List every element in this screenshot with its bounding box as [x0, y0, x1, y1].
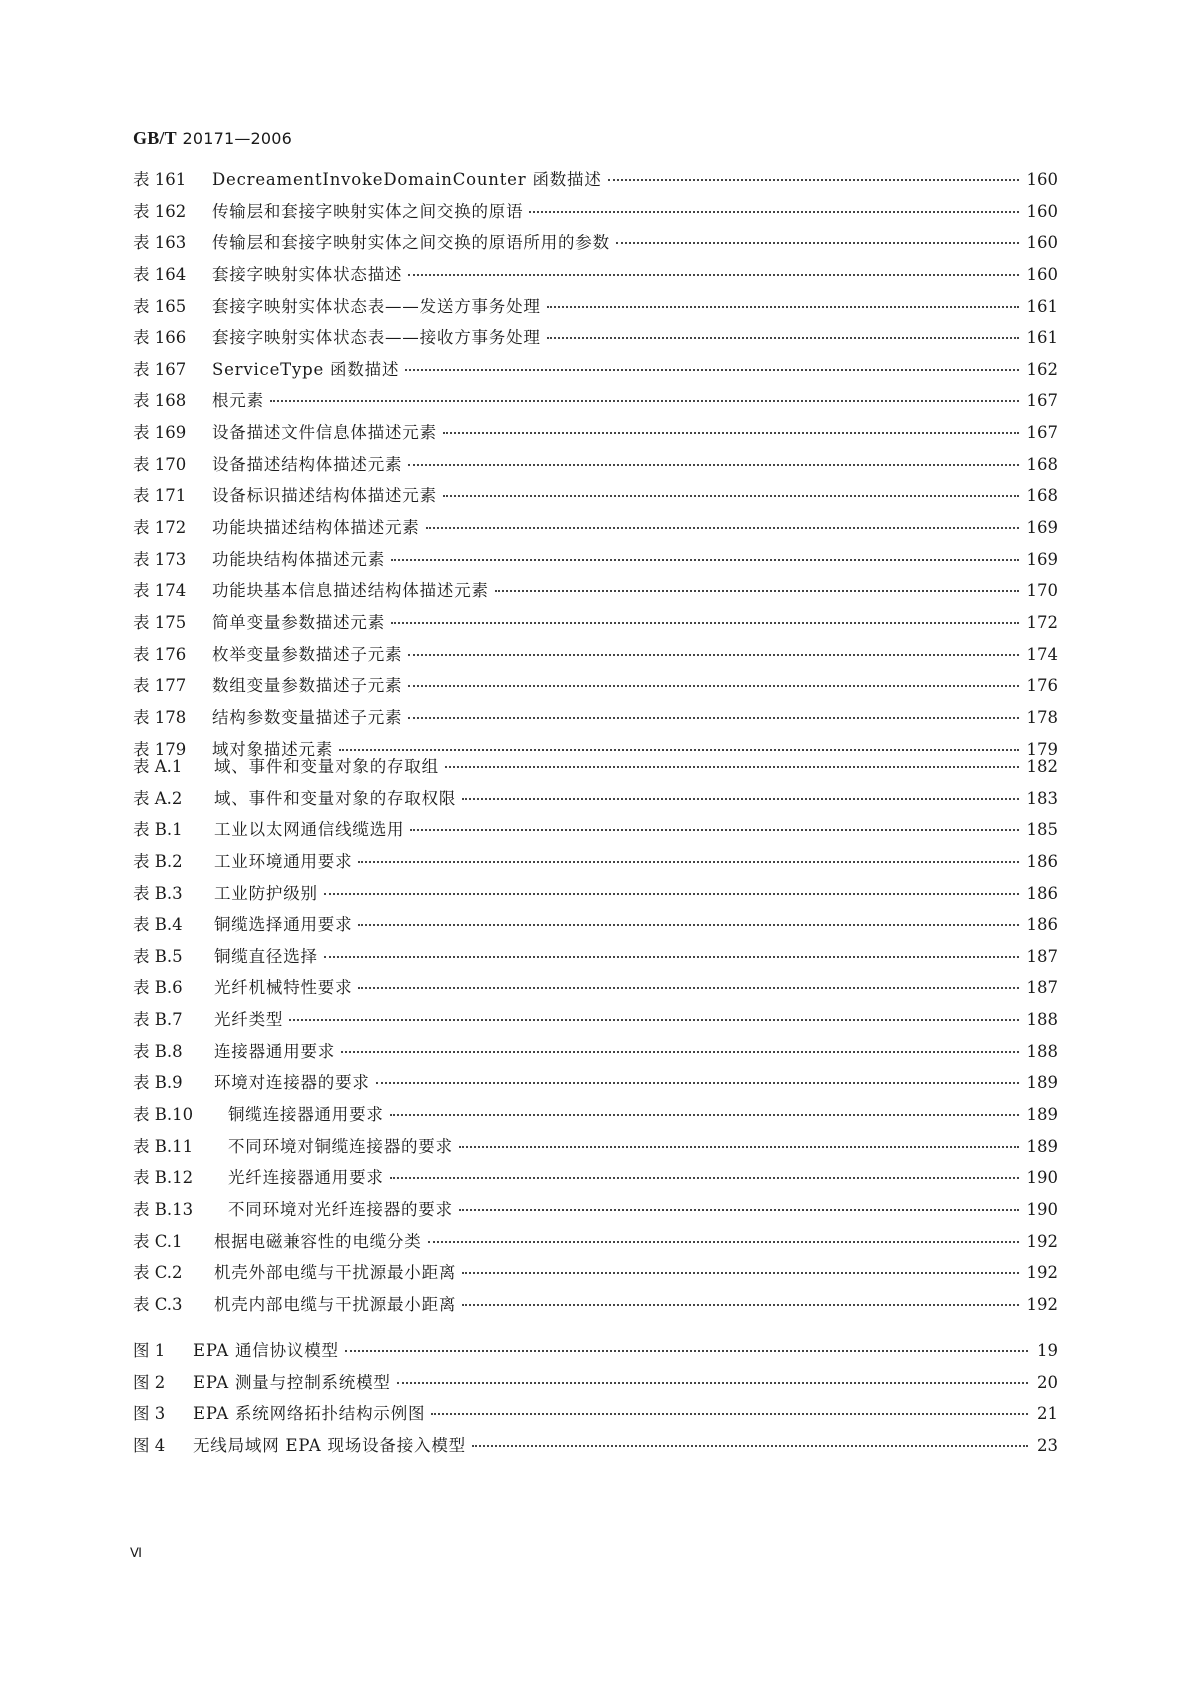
toc-entry-title: 工业以太网通信线缆选用 — [214, 820, 405, 840]
toc-entry[interactable] — [133, 1038, 1058, 1070]
toc-entry-title: 光纤类型 — [214, 1010, 284, 1030]
dot-leader — [390, 1177, 1019, 1179]
toc-entry-title: 域、事件和变量对象的存取组 — [214, 757, 439, 776]
toc-entry-label: 表 171 — [133, 486, 187, 506]
toc-entry[interactable] — [133, 166, 1058, 198]
toc-entry-title: 枚举变量参数描述子元素 — [212, 644, 403, 664]
toc-entry-title: 传输层和套接字映射实体之间交换的原语所用的参数 — [212, 233, 610, 253]
toc-tables-list — [133, 166, 1058, 767]
toc-entry[interactable] — [133, 943, 1058, 975]
toc-entry-label: 表 B.3 — [133, 883, 183, 903]
toc-entry[interactable] — [133, 1006, 1058, 1038]
toc-entry[interactable] — [133, 1196, 1058, 1228]
dot-leader — [391, 622, 1019, 624]
toc-entry[interactable] — [133, 451, 1058, 483]
toc-entry-label: 表 A.1 — [133, 757, 183, 776]
toc-entry-title: 光纤机械特性要求 — [214, 978, 353, 998]
toc-entry[interactable] — [133, 1228, 1058, 1260]
toc-entry[interactable] — [133, 482, 1058, 514]
toc-entry-page: 169 — [1026, 549, 1058, 569]
toc-entry-label: 表 174 — [133, 581, 187, 601]
toc-entry-title: EPA 通信协议模型 — [193, 1341, 339, 1360]
toc-entry-title: EPA 测量与控制系统模型 — [193, 1372, 391, 1392]
toc-entry-page: 168 — [1026, 486, 1058, 506]
toc-entry-title: 铜缆连接器通用要求 — [228, 1105, 384, 1125]
toc-entry[interactable] — [133, 974, 1058, 1006]
dot-leader — [616, 242, 1019, 244]
toc-entry[interactable] — [133, 293, 1058, 325]
toc-entry-title: 功能块描述结构体描述元素 — [212, 518, 420, 538]
dot-leader — [408, 717, 1018, 719]
toc-entry-page: 190 — [1026, 1199, 1058, 1219]
toc-appendix-tables-list — [133, 753, 1058, 1323]
toc-entry-page: 167 — [1026, 391, 1058, 411]
toc-entry[interactable] — [133, 419, 1058, 451]
toc-entry[interactable] — [133, 1069, 1058, 1101]
dot-leader — [462, 1272, 1018, 1274]
toc-entry-title: 不同环境对铜缆连接器的要求 — [228, 1136, 453, 1156]
toc-entry-label: 表 177 — [133, 676, 187, 696]
toc-entry-page: 188 — [1026, 1041, 1058, 1061]
dot-leader — [426, 527, 1019, 529]
toc-entry-page: 161 — [1026, 328, 1058, 348]
toc-entry[interactable] — [133, 641, 1058, 673]
dot-leader — [443, 495, 1019, 497]
toc-entry-title: 结构参数变量描述子元素 — [212, 707, 403, 727]
toc-entry-title: 功能块结构体描述元素 — [212, 549, 385, 569]
toc-entry-title: 传输层和套接字映射实体之间交换的原语 — [212, 201, 524, 221]
toc-entry-page: 160 — [1026, 264, 1058, 284]
toc-entry-title: 工业防护级别 — [214, 883, 318, 903]
toc-entry-title: 不同环境对光纤连接器的要求 — [228, 1199, 453, 1219]
standard-code-prefix: GB/T — [133, 128, 177, 148]
toc-entry-title: 套接字映射实体状态表——发送方事务处理 — [212, 296, 541, 316]
dot-leader — [459, 1209, 1019, 1211]
toc-entry-title: 连接器通用要求 — [214, 1041, 336, 1061]
toc-entry-page: 169 — [1026, 518, 1058, 538]
dot-leader — [459, 1146, 1019, 1148]
toc-entry-title: 套接字映射实体状态描述 — [212, 264, 403, 284]
toc-entry-label: 表 173 — [133, 549, 187, 569]
dot-leader — [376, 1082, 1019, 1084]
dot-leader — [408, 654, 1018, 656]
toc-entry-page: 179 — [1026, 739, 1058, 759]
toc-entry-page: 186 — [1026, 883, 1058, 903]
toc-entry-label: 表 B.7 — [133, 1010, 183, 1030]
toc-entry[interactable] — [133, 546, 1058, 578]
toc-entry[interactable] — [133, 1259, 1058, 1291]
toc-entry-label: 表 B.5 — [133, 946, 183, 966]
toc-entry[interactable] — [133, 514, 1058, 546]
dot-leader — [358, 987, 1018, 989]
toc-entry-title: EPA 系统网络拓扑结构示例图 — [193, 1404, 426, 1424]
toc-entry-title: 功能块基本信息描述结构体描述元素 — [212, 581, 489, 601]
dot-leader — [390, 1114, 1019, 1116]
toc-entry-label: 表 163 — [133, 233, 187, 253]
toc-entry[interactable] — [133, 785, 1058, 817]
dot-leader — [358, 924, 1018, 926]
toc-entry-title: 数组变量参数描述子元素 — [212, 676, 403, 696]
toc-entry-page: 187 — [1026, 946, 1058, 966]
toc-entry-page: 160 — [1026, 233, 1058, 253]
footer-page-number: Ⅵ — [130, 1545, 142, 1560]
toc-entry[interactable] — [133, 198, 1058, 230]
toc-entry-page: 192 — [1026, 1294, 1058, 1314]
toc-entry[interactable] — [133, 1101, 1058, 1133]
toc-entry-title: 铜缆直径选择 — [214, 946, 318, 966]
dot-leader — [408, 274, 1018, 276]
toc-entry-title: 光纤连接器通用要求 — [228, 1168, 384, 1188]
toc-entry-page: 186 — [1026, 851, 1058, 871]
toc-entry[interactable] — [133, 609, 1058, 641]
dot-leader — [345, 1350, 1028, 1352]
dot-leader — [391, 559, 1019, 561]
toc-entry-title: 机壳内部电缆与干扰源最小距离 — [214, 1294, 457, 1314]
toc-entry-label: 表 B.12 — [133, 1168, 194, 1188]
toc-entry[interactable] — [133, 229, 1058, 261]
toc-entry-title: 工业环境通用要求 — [214, 851, 353, 871]
dot-leader — [529, 211, 1018, 213]
toc-entry-page: 167 — [1026, 423, 1058, 443]
dot-leader — [547, 306, 1019, 308]
toc-entry[interactable] — [133, 911, 1058, 943]
toc-entry[interactable] — [133, 324, 1058, 356]
dot-leader — [445, 766, 1019, 768]
toc-entry[interactable] — [133, 1400, 1058, 1432]
toc-entry-page: 190 — [1026, 1168, 1058, 1188]
toc-entry-title: 简单变量参数描述元素 — [212, 612, 385, 632]
dot-leader — [408, 464, 1018, 466]
standard-code-number: 20171—2006 — [182, 129, 293, 148]
toc-entry-label: 表 B.2 — [133, 851, 183, 871]
toc-entry-label: 表 166 — [133, 328, 187, 348]
toc-entry[interactable] — [133, 1133, 1058, 1165]
toc-entry-page: 186 — [1026, 915, 1058, 935]
toc-entry-label: 表 B.1 — [133, 820, 183, 840]
toc-entry-page: 176 — [1026, 676, 1058, 696]
toc-entry-page: 192 — [1026, 1231, 1058, 1251]
toc-entry-page: 192 — [1026, 1263, 1058, 1283]
dot-leader — [431, 1413, 1028, 1415]
dot-leader — [410, 829, 1018, 831]
toc-entry-title: 铜缆选择通用要求 — [214, 915, 353, 935]
toc-entry-page: 161 — [1026, 296, 1058, 316]
document-header — [133, 128, 292, 149]
toc-entry-title: 无线局域网 EPA 现场设备接入模型 — [193, 1435, 466, 1455]
toc-entry-page: 178 — [1026, 707, 1058, 727]
toc-entry-page: 160 — [1026, 170, 1058, 189]
toc-entry-label: 表 176 — [133, 644, 187, 664]
toc-entry[interactable] — [133, 1337, 1058, 1369]
toc-entry-label: 表 C.2 — [133, 1263, 183, 1283]
dot-leader — [495, 590, 1019, 592]
dot-leader — [270, 400, 1019, 402]
toc-entry-page: 21 — [1037, 1404, 1058, 1424]
toc-entry-page: 174 — [1026, 644, 1058, 664]
toc-entry-title: 套接字映射实体状态表——接收方事务处理 — [212, 328, 541, 348]
toc-entry-title: 设备描述结构体描述元素 — [212, 454, 403, 474]
toc-entry-page: 20 — [1037, 1372, 1058, 1392]
toc-entry-page: 189 — [1026, 1105, 1058, 1125]
toc-entry[interactable] — [133, 1164, 1058, 1196]
toc-entry-page: 182 — [1026, 757, 1058, 776]
toc-entry-page: 189 — [1026, 1073, 1058, 1093]
toc-entry[interactable] — [133, 577, 1058, 609]
toc-entry[interactable] — [133, 672, 1058, 704]
toc-figures-list — [133, 1337, 1058, 1464]
toc-entry-title: 根元素 — [212, 391, 264, 411]
toc-entry[interactable] — [133, 880, 1058, 912]
toc-entry[interactable] — [133, 1291, 1058, 1323]
dot-leader — [462, 798, 1018, 800]
toc-entry[interactable] — [133, 704, 1058, 736]
toc-entry-page: 170 — [1026, 581, 1058, 601]
toc-entry-label: 表 169 — [133, 423, 187, 443]
toc-entry-title: 根据电磁兼容性的电缆分类 — [214, 1231, 422, 1251]
dot-leader — [462, 1304, 1018, 1306]
toc-entry-label: 表 168 — [133, 391, 187, 411]
toc-entry-title: ServiceType 函数描述 — [212, 359, 400, 379]
dot-leader — [341, 1051, 1018, 1053]
dot-leader — [443, 432, 1019, 434]
toc-entry[interactable] — [133, 816, 1058, 848]
toc-entry-label: 表 C.3 — [133, 1294, 183, 1314]
dot-leader — [358, 861, 1018, 863]
toc-entry-title: 设备描述文件信息体描述元素 — [212, 423, 437, 443]
toc-entry-label: 表 B.6 — [133, 978, 183, 998]
toc-entry-label: 表 164 — [133, 264, 187, 284]
dot-leader — [289, 1019, 1018, 1021]
toc-entry-label: 图 2 — [133, 1372, 166, 1392]
toc-entry[interactable] — [133, 356, 1058, 388]
toc-entry-page: 19 — [1037, 1341, 1058, 1360]
toc-entry-title: 域对象描述元素 — [212, 739, 334, 759]
toc-entry-page: 187 — [1026, 978, 1058, 998]
toc-entry-label: 表 B.10 — [133, 1105, 194, 1125]
toc-entry-label: 表 175 — [133, 612, 187, 632]
toc-entry-page: 183 — [1026, 788, 1058, 808]
toc-entry-label: 表 172 — [133, 518, 187, 538]
toc-entry-label: 表 162 — [133, 201, 187, 221]
toc-entry-label: 表 B.13 — [133, 1199, 194, 1219]
toc-entry-label: 表 B.4 — [133, 915, 183, 935]
toc-entry-title: 域、事件和变量对象的存取权限 — [214, 788, 457, 808]
toc-entry[interactable] — [133, 848, 1058, 880]
dot-leader — [408, 685, 1018, 687]
toc-entry-label: 表 179 — [133, 739, 187, 759]
dot-leader — [405, 369, 1018, 371]
toc-entry-label: 表 178 — [133, 707, 187, 727]
toc-entry[interactable] — [133, 753, 1058, 785]
toc-entry-label: 表 C.1 — [133, 1231, 183, 1251]
dot-leader — [324, 956, 1019, 958]
dot-leader — [428, 1241, 1019, 1243]
toc-entry-page: 188 — [1026, 1010, 1058, 1030]
dot-leader — [397, 1382, 1028, 1384]
toc-entry-title: 环境对连接器的要求 — [214, 1073, 370, 1093]
toc-entry-label: 图 1 — [133, 1341, 166, 1360]
dot-leader — [472, 1445, 1028, 1447]
toc-entry-label: 表 B.8 — [133, 1041, 183, 1061]
toc-entry-page: 172 — [1026, 612, 1058, 632]
toc-entry-label: 表 B.11 — [133, 1136, 194, 1156]
toc-entry-label: 表 167 — [133, 359, 187, 379]
toc-entry-page: 160 — [1026, 201, 1058, 221]
toc-entry-label: 表 B.9 — [133, 1073, 183, 1093]
toc-entry-title: 设备标识描述结构体描述元素 — [212, 486, 437, 506]
toc-entry-label: 表 A.2 — [133, 788, 183, 808]
dot-leader — [547, 337, 1019, 339]
toc-entry-page: 185 — [1026, 820, 1058, 840]
toc-entry[interactable] — [133, 1369, 1058, 1401]
toc-entry-page: 23 — [1037, 1435, 1058, 1455]
toc-entry-label: 图 3 — [133, 1404, 166, 1424]
toc-entry-title: DecreamentInvokeDomainCounter 函数描述 — [212, 170, 602, 189]
toc-entry[interactable] — [133, 387, 1058, 419]
toc-entry-title: 机壳外部电缆与干扰源最小距离 — [214, 1263, 457, 1283]
toc-entry-label: 图 4 — [133, 1435, 166, 1455]
toc-entry-label: 表 165 — [133, 296, 187, 316]
dot-leader — [324, 893, 1019, 895]
dot-leader — [339, 749, 1018, 751]
toc-entry-label: 表 161 — [133, 170, 187, 189]
toc-entry-page: 168 — [1026, 454, 1058, 474]
toc-entry[interactable] — [133, 261, 1058, 293]
toc-entry-page: 189 — [1026, 1136, 1058, 1156]
dot-leader — [608, 179, 1019, 181]
toc-entry-page: 162 — [1026, 359, 1058, 379]
toc-entry-label: 表 170 — [133, 454, 187, 474]
toc-entry[interactable] — [133, 1432, 1058, 1464]
